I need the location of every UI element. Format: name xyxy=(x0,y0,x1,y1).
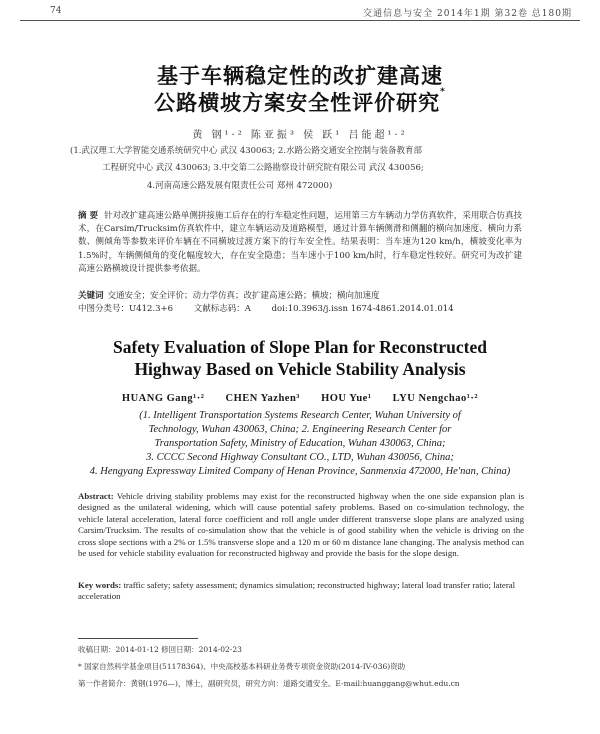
running-header xyxy=(20,4,580,21)
page-number: 74 xyxy=(50,6,62,16)
en-title-line2: Highway Based on Vehicle Stability Analysis xyxy=(134,359,466,379)
en-affiliation-line: Transportation Safety, Ministry of Education, Wuhan 430063, China; xyxy=(154,438,446,449)
en-affiliation-line: 3. CCCC Second Highway Consultant CO., LTD, Wuhan 430056, China; xyxy=(146,452,454,463)
en-affiliation-line: Technology, Wuhan 430063, China; 2. Engineering Research Center for xyxy=(148,424,452,435)
footnote-received: 收稿日期：2014-01-12 修回日期：2014-02-23 xyxy=(78,645,242,654)
cn-title-footnote-mark: * xyxy=(440,87,446,97)
cn-title-line1: 基于车辆稳定性的改扩建高速 xyxy=(157,64,443,88)
en-affiliation-line: 4. Hengyang Expressway Limited Company of Henan Province, Sanmenxia 472000, He'nan, China) xyxy=(89,466,511,477)
cn-keywords-text: 交通安全；安全评价；动力学仿真；改扩建高速公路；横坡；横向加速度 xyxy=(107,291,380,301)
en-affiliations xyxy=(60,409,540,479)
document-code: 文献标志码：A xyxy=(193,304,251,314)
cn-affiliation-3: 4.河南高速公路发展有限责任公司 郑州 472000) xyxy=(147,181,333,191)
doi: doi:10.3963/j.issn 1674-4861.2014.01.014 xyxy=(271,304,454,314)
en-keywords xyxy=(78,580,524,603)
cn-affiliation-1: (1.武汉理工大学智能交通系统研究中心 武汉 430063; 2.水路公路交通安全控制与装备教育部 xyxy=(70,146,422,156)
en-authors xyxy=(0,393,600,404)
en-abstract-label: Abstract: xyxy=(78,491,114,501)
cn-title-line2-text: 公路横坡方案安全性评价研究 xyxy=(154,91,441,115)
cn-keywords-label: 关键词 xyxy=(78,291,104,301)
en-keywords-label: Key words: xyxy=(78,580,122,590)
cn-classification xyxy=(78,303,538,316)
en-abstract-text: Vehicle driving stability problems may exist for the reconstructed highway when the one side expansion plan is designed as the unilateral widening, which will cause potential safety problems. Based on co-simulation technology, the vehicle lateral acceleration, lateral force coefficient and roll angle under different transverse slope plans are analyzed using Carsim/Trucksim. The results of co-simulation show that the vehicle is of good stability when the vehicle is driving on the cross slope sections with a 2% or 1.5% transverse slope and a 120 m or 60 m distance lane changing. The analysis method can be used for vehicle stability evaluation for reconstructed highway and provide the basis for the slope design. xyxy=(78,491,524,559)
cn-affiliation-2: 工程研究中心 武汉 430063; 3.中交第二公路勘察设计研究院有限公司 武汉 430056; xyxy=(102,163,424,173)
en-title-line1: Safety Evaluation of Slope Plan for Reconstructed xyxy=(113,337,487,357)
cn-abstract-text: 针对改扩建高速公路单侧拼接施工后存在的行车稳定性问题，运用第三方车辆动力学仿真软件，采用联合仿真技术，在Carsim/Trucksim仿真软件中，建立车辆运动及道路模型，通过计算车辆侧滑和侧翻的横向加速度、横向力系数、侧倾角等参数来评价车辆在不同横坡过渡方案下的行车安全性。结果表明：当车速为120 km/h，横坡变化率为1.5%时，车辆侧倾角的变化幅度较大，存在安全隐患；当车速小于100 km/h时，行车稳定性较好。研究可为改扩建高速公路横坡设计提供参考依据。 xyxy=(78,211,522,274)
cn-authors: 黄 钢¹·² 陈亚振³ 侯 跃¹ 吕能超¹·² xyxy=(192,130,408,141)
en-author: HOU Yue¹ xyxy=(321,393,372,404)
cn-abstract xyxy=(78,210,522,276)
clc-number: 中图分类号：U412.3+6 xyxy=(78,304,174,314)
footnote-author-bio: 第一作者简介：黄钢(1976—)，博士，副研究员，研究方向：道路交通安全。E-mail:huanggang@whut.edu.cn xyxy=(78,679,460,688)
en-author: LYU Nengchao¹·² xyxy=(392,393,479,404)
journal-info: 交通信息与安全 2014年1期 第32卷 总180期 xyxy=(363,9,572,19)
en-author: HUANG Gang¹·² xyxy=(121,393,205,404)
cn-keywords xyxy=(78,290,522,303)
footnote-divider xyxy=(78,638,198,639)
en-abstract xyxy=(78,491,524,559)
en-affiliation-line: (1. Intelligent Transportation Systems Research Center, Wuhan University of xyxy=(139,410,461,421)
en-keywords-text: traffic safety; safety assessment; dynamics simulation; reconstructed highway; lateral load transfer ratio; lateral acceleration xyxy=(78,580,516,602)
cn-abstract-label: 摘 要 xyxy=(78,211,99,221)
footnote-fund: * 国家自然科学基金项目(51178364)、中央高校基本科研业务费专项资金资助(2014-IV-036)资助 xyxy=(78,662,406,671)
cn-title-line2 xyxy=(0,87,600,117)
en-author: CHEN Yazhen³ xyxy=(225,393,300,404)
